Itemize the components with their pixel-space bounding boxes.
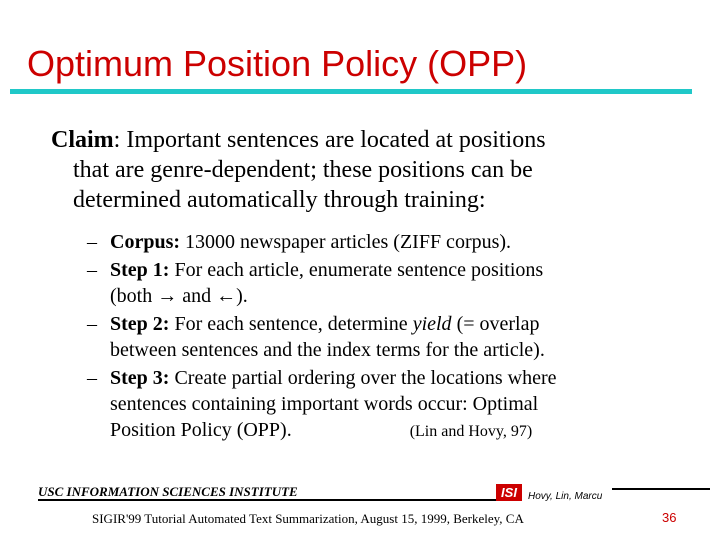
list-item-step-2: – Step 2: For each sentence, determine yield (= overlap between sentences and the index terms for the article). xyxy=(87,313,545,361)
footer-institute: USC INFORMATION SCIENCES INSTITUTE xyxy=(38,484,298,499)
list-item-corpus: – Corpus: 13000 newspaper articles (ZIFF corpus). xyxy=(87,231,512,253)
list-item-step-1: – Step 1: For each article, enumerate sentence positions (both → and ←). xyxy=(87,259,544,307)
dash-bullet: – xyxy=(87,367,97,389)
slide-title: Optimum Position Policy (OPP) xyxy=(27,43,528,84)
footer-divider-right xyxy=(612,488,710,490)
claim-line-2: that are genre-dependent; these positions can be xyxy=(73,157,533,183)
footer-event: SIGIR'99 Tutorial Automated Text Summarization, August 15, 1999, Berkeley, CA xyxy=(92,511,524,526)
dash-bullet: – xyxy=(87,313,97,335)
title-divider xyxy=(10,89,692,94)
isi-logo: ISI xyxy=(496,484,522,501)
dash-bullet: – xyxy=(87,259,97,281)
page-number: 36 xyxy=(662,510,677,525)
dash-bullet: – xyxy=(87,231,97,253)
step-list xyxy=(87,229,687,447)
claim-line-1: Claim: Important sentences are located at positions xyxy=(51,127,546,153)
claim-label: Claim xyxy=(51,127,114,153)
claim-paragraph xyxy=(51,125,691,215)
footer-divider xyxy=(38,499,510,501)
footer-authors: Hovy, Lin, Marcu xyxy=(528,491,603,502)
list-item-step-3: – Step 3: Create partial ordering over the locations where sentences containing important words occur: Optimal Position Policy (OPP). (Lin and Hovy, 97) xyxy=(87,365,687,445)
claim-line-3: determined automatically through training: xyxy=(73,187,486,213)
citation: (Lin and Hovy, 97) xyxy=(409,423,533,440)
